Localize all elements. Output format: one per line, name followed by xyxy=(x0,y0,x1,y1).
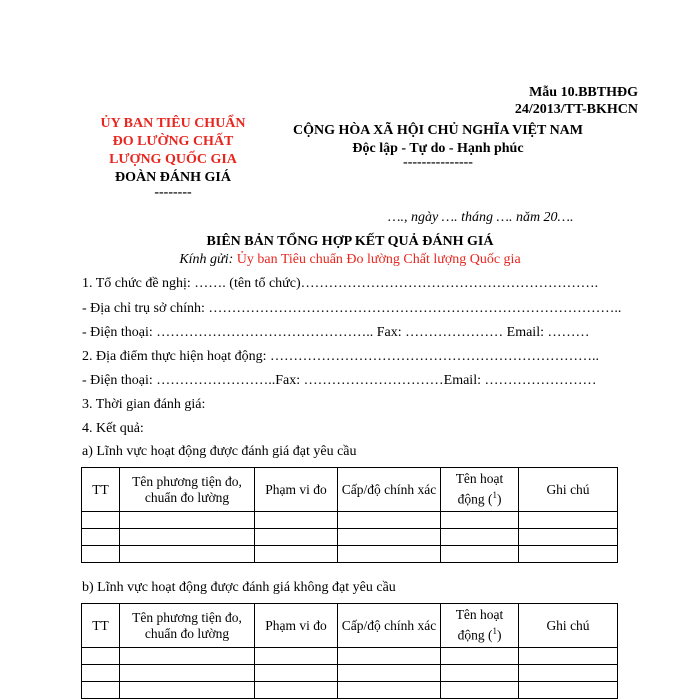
addressee-name: Ủy ban Tiêu chuẩn Đo lường Chất lượng Quốc gia xyxy=(236,252,521,267)
table-failed xyxy=(81,603,618,699)
date-line: …., ngày …. tháng …. năm 20…. xyxy=(388,210,574,225)
table-row xyxy=(82,665,618,682)
field-assessment-time: 3. Thời gian đánh giá: xyxy=(82,397,206,412)
header-note: Ghi chú xyxy=(519,604,618,648)
header-device: Tên phương tiện đo, chuẩn đo lường xyxy=(120,604,255,648)
field-phone-2: - Điện thoại: ……………………..Fax: …………………………Email: …………………… xyxy=(82,373,597,388)
table-passed xyxy=(81,467,618,563)
header-tt: TT xyxy=(82,468,120,512)
addressee xyxy=(100,252,600,268)
org-name-line1: ỦY BAN TIÊU CHUẨN xyxy=(100,116,246,131)
nation-rule: --------------- xyxy=(403,155,473,170)
table-header-row xyxy=(82,604,618,648)
table-row xyxy=(82,682,618,699)
header-range: Phạm vi đo xyxy=(255,468,338,512)
header-accuracy: Cấp/độ chính xác xyxy=(338,604,441,648)
header-activity: Tên hoạt động ($^1$) xyxy=(441,604,519,648)
addressee-label: Kính gửi: xyxy=(179,252,237,267)
form-code-line2: 24/2013/TT-BKHCN xyxy=(514,102,638,117)
header-note: Ghi chú xyxy=(519,468,618,512)
org-team: ĐOÀN ĐÁNH GIÁ xyxy=(115,170,231,185)
header-device: Tên phương tiện đo, chuẩn đo lường xyxy=(120,468,255,512)
section-b-heading: b) Lĩnh vực hoạt động được đánh giá không đạt yêu cầu xyxy=(82,580,396,595)
table-row xyxy=(82,648,618,665)
form-code xyxy=(515,84,638,118)
nation-title: CỘNG HÒA XÃ HỘI CHỦ NGHĨA VIỆT NAM xyxy=(292,123,583,138)
section-a-heading: a) Lĩnh vực hoạt động được đánh giá đạt yêu cầu xyxy=(82,444,357,459)
header-tt: TT xyxy=(82,604,120,648)
field-organization: 1. Tổ chức đề nghị: ……. (tên tổ chức)………………………………………………………. xyxy=(82,276,599,291)
header-accuracy: Cấp/độ chính xác xyxy=(338,468,441,512)
table-row xyxy=(82,529,618,546)
form-code-line1: Mẫu 10.BBTHĐG xyxy=(529,85,638,100)
field-address: - Địa chỉ trụ sở chính: …………………………………………………………………………….. xyxy=(82,301,622,316)
header-range: Phạm vi đo xyxy=(255,604,338,648)
table-row xyxy=(82,546,618,563)
national-header xyxy=(268,122,608,168)
table-row xyxy=(82,512,618,529)
document-title: BIÊN BẢN TỔNG HỢP KẾT QUẢ ĐÁNH GIÁ xyxy=(206,234,494,249)
org-header xyxy=(78,115,268,199)
header-activity: Tên hoạt động ($^1$) xyxy=(441,468,519,512)
nation-motto: Độc lập - Tự do - Hạnh phúc xyxy=(352,141,524,156)
field-location: 2. Địa điểm thực hiện hoạt động: …………………………………………………………….. xyxy=(82,349,599,364)
org-name-line3: LƯỢNG QUỐC GIA xyxy=(109,152,237,167)
org-name-line2: ĐO LƯỜNG CHẤT xyxy=(112,134,234,149)
table-header-row xyxy=(82,468,618,512)
org-rule: -------- xyxy=(154,185,192,200)
field-phone-1: - Điện thoại: ……………………………………….. Fax: ………………… Email: ……… xyxy=(82,325,590,340)
field-results: 4. Kết quả: xyxy=(82,421,144,436)
